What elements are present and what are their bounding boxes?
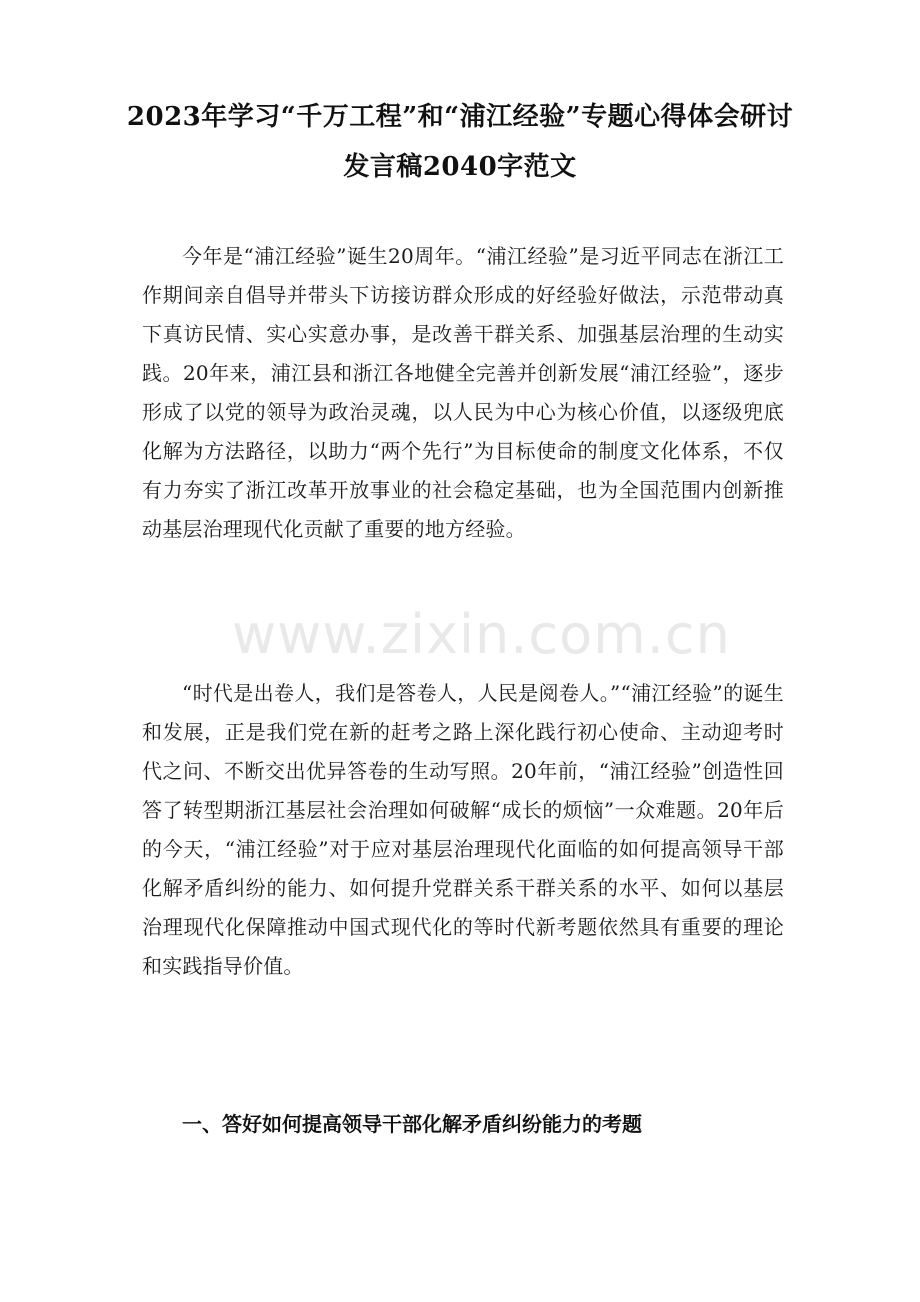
section-heading: 一、答好如何提高领导干部化解矛盾纠纷能力的考题 xyxy=(182,1112,642,1136)
document-title: 2023年学习“千万工程”和“浦江经验”专题心得体会研讨发言稿2040字范文 xyxy=(126,102,794,182)
watermark: www.zixin.com.cn xyxy=(232,603,731,666)
paragraph-1: 今年是“浦江经验”诞生20周年。“浦江经验”是习近平同志在浙江工作期间亲自倡导并带头下访接访群众形成的好经验好做法，示范带动真下真访民情、实心实意办事，是改善干群关系、加强基层治理的生动实践。20年来，浦江县和浙江各地健全完善并创新发展“浦江经验”，逐步形成了以党的领导为政治灵魂，以人民为中心为核心价值，以逐级兜底化解为方法路径，以助力“两个先行”为目标使命的制度文化体系，不仅有力夯实了浙江改革开放事业的社会稳定基础，也为全国范围内创新推动基层治理现代化贡献了重要的地方经验。 xyxy=(142,244,784,541)
paragraph-2: “时代是出卷人，我们是答卷人，人民是阅卷人。”“浦江经验”的诞生和发展，正是我们党在新的赶考之路上深化践行初心使命、主动迎考时代之问、不断交出优异答卷的生动写照。20年前，“浦江经验”创造性回答了转型期浙江基层社会治理如何破解“成长的烦恼”一众难题。20年后的今天，“浦江经验”对于应对基层治理现代化面临的如何提高领导干部化解矛盾纠纷的能力、如何提升党群关系干群关系的水平、如何以基层治理现代化保障推动中国式现代化的等时代新考题依然具有重要的理论和实践指导价值。 xyxy=(142,681,784,978)
